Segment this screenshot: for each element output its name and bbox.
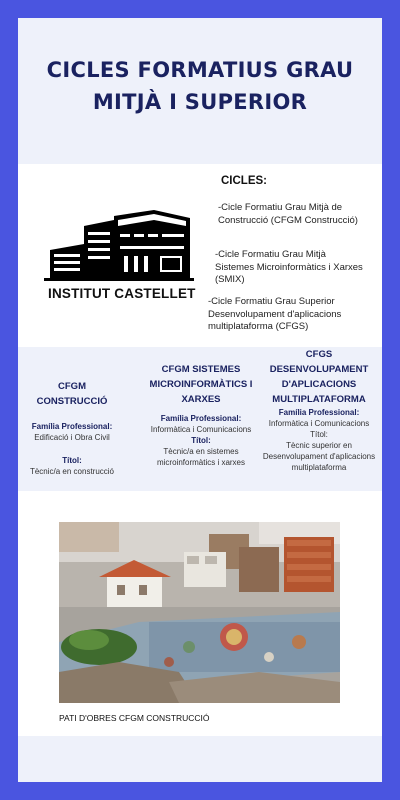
course-heading-line: CFGM [58, 381, 86, 392]
family-value: Informàtica i Comunicacions [268, 419, 370, 428]
cicle-item-cfgm-construccio: -Cicle Formatiu Grau Mitjà de Construcció (CFGM Construcció) [218, 202, 358, 226]
course-column-construccio [22, 379, 122, 477]
courses-band [18, 347, 382, 491]
course-heading-line: XARXES [181, 394, 221, 405]
cicle-item-smix: -Cicle Formatiu Grau Mitjà Sistemes Microinformàtics i Xarxes (SMIX) [215, 249, 363, 285]
title-value: Tècnic/a en sistemes microinformàtics i xarxes [156, 447, 245, 467]
course-heading-line: MULTIPLATAFORMA [272, 394, 366, 405]
cicle-item-cfgs: -Cicle Formatiu Grau Superior Desenvolupament d'aplicacions multiplataforma (CFGS) [208, 296, 342, 332]
course-column-smix [146, 362, 256, 468]
family-label: Família Professional: [31, 422, 113, 431]
title-line-2: MITJÀ I SUPERIOR [92, 90, 308, 114]
title-value: Tècnic/a en construcció [29, 467, 115, 476]
footer-band [18, 736, 382, 782]
cicles-heading: CICLES: [221, 175, 267, 187]
course-heading-line: CFGM SISTEMES [161, 364, 241, 375]
course-heading-line: D'APLICACIONS [281, 379, 357, 390]
poster-card [18, 18, 382, 782]
course-heading-line: MICROINFORMÀTICS I [149, 379, 253, 390]
courtyard-photo [59, 522, 340, 703]
title-label: Títol: [310, 430, 328, 439]
school-name: INSTITUT CASTELLET [48, 286, 196, 301]
title-label: Títol: [62, 456, 82, 465]
course-column-cfgs [258, 347, 380, 473]
title-label: Títol: [191, 436, 211, 445]
title-value: Tècnic superior en Desenvolupament d'aplicacions multiplataforma [262, 441, 376, 472]
course-heading-line: CFGS [305, 349, 333, 360]
family-value: Informàtica i Comunicacions [150, 425, 252, 434]
family-value: Edificació i Obra Civil [34, 433, 110, 442]
family-label: Família Professional: [278, 408, 360, 417]
page-title [18, 54, 382, 118]
course-heading-line: CONSTRUCCIÓ [36, 396, 108, 407]
title-line-1: CICLES FORMATIUS GRAU [46, 58, 354, 82]
header-section [18, 18, 382, 164]
photo-caption: PATI D'OBRES CFGM CONSTRUCCIÓ [59, 713, 210, 723]
family-label: Família Professional: [160, 414, 242, 423]
course-heading-line: DESENVOLUPAMENT [269, 364, 369, 375]
